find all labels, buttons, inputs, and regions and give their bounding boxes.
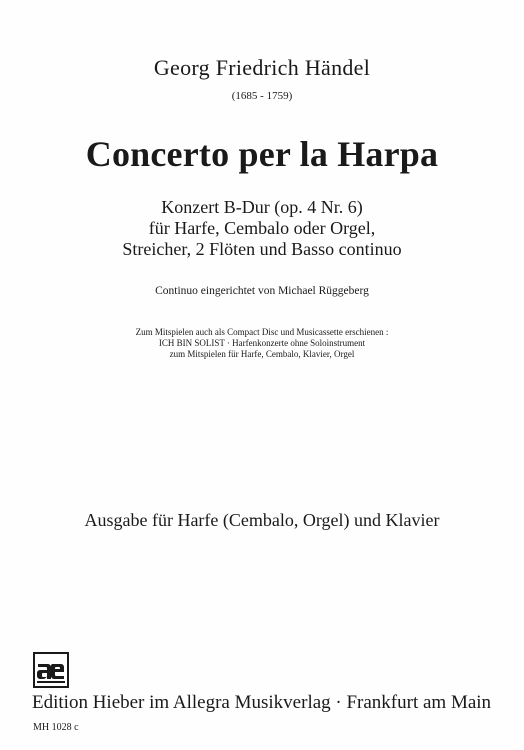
publisher-logo-icon [33,652,69,688]
notice-line: ICH BIN SOLIST · Harfenkonzerte ohne Soloinstrument [158,338,366,348]
catalog-number: MH 1028 c [33,722,79,733]
notice-line: zum Mitspielen für Harfe, Cembalo, Klavier, Orgel [169,349,355,359]
subtitle-line: für Harfe, Cembalo oder Orgel, [148,218,376,238]
publisher-line: Edition Hieber im Allegra Musikverlag · Frankfurt am Main [32,692,492,713]
notice-line: Zum Mitspielen auch als Compact Disc und Musicassette erschienen : [135,327,389,337]
composer-dates: (1685 - 1759) [231,90,293,102]
arranger-credit: Continuo eingerichtet von Michael Rüggeberg [155,285,369,297]
subtitle-line: Streicher, 2 Flöten und Basso continuo [122,239,402,259]
work-title: Concerto per la Harpa [85,134,439,174]
composer-name: Georg Friedrich Händel [153,55,371,80]
subtitle-line: Konzert B-Dur (op. 4 Nr. 6) [161,197,363,217]
edition-description: Ausgabe für Harfe (Cembalo, Orgel) und Klavier [84,510,440,530]
